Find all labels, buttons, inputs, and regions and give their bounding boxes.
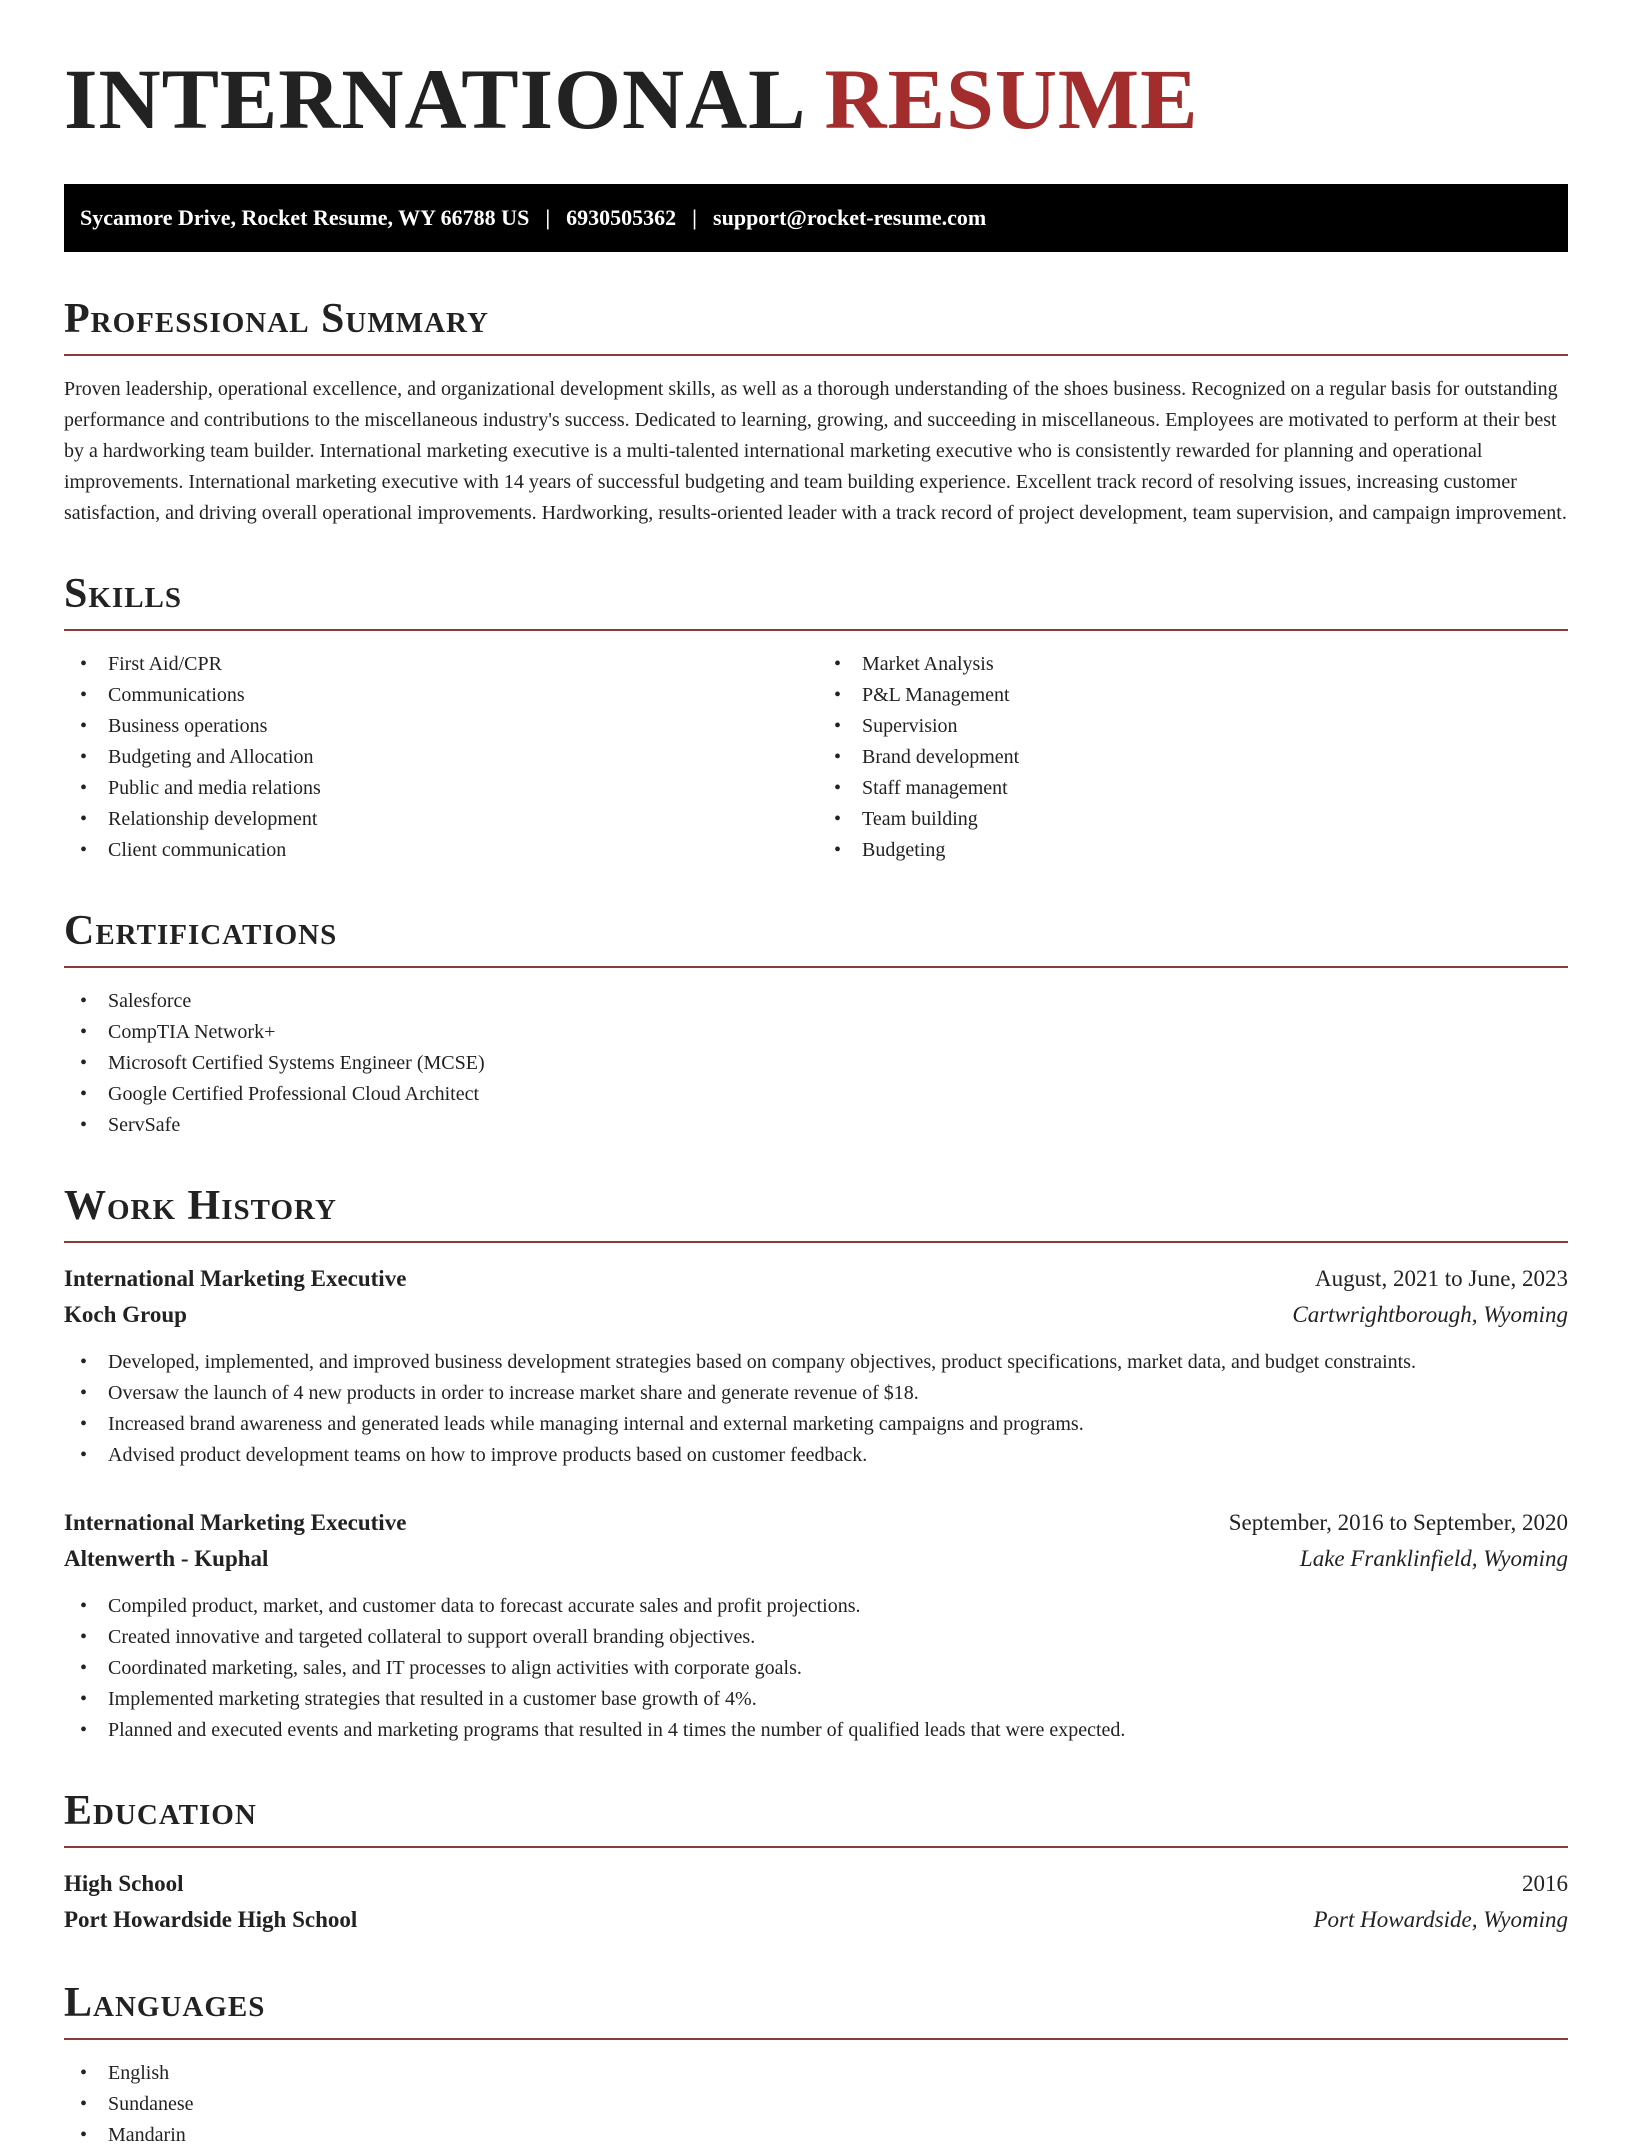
certifications-list: [64, 986, 1568, 1141]
skill-item: • Team building: [818, 804, 1568, 835]
education-year: 2016: [1522, 1871, 1568, 1896]
skill-item: • Client communication: [64, 835, 814, 866]
job-company-row: [64, 1297, 1568, 1333]
job-title: International Marketing Executive: [64, 1266, 407, 1291]
skill-item: • Public and media relations: [64, 773, 814, 804]
summary-text: Proven leadership, operational excellence, and organizational development skills, as well as a thorough understanding of the shoes business. Recognized on a regular basis for outstanding performance and contributions to the miscellaneous industry's success. Dedicated to learning, growing, and succeeding in miscellaneous. Employees are motivated to perform at their best by a hardworking team builder. International marketing executive is a multi-talented international marketing executive who is consistently rewarded for planning and operational improvements. International marketing executive with 14 years of successful budgeting and team building experience. Excellent track record of resolving issues, increasing customer satisfaction, and driving overall operational improvements. Hardworking, results-oriented leader with a track record of project development, team supervision, and campaign improvement.: [64, 378, 1567, 524]
job-company: Koch Group: [64, 1302, 187, 1327]
title-part-1: INTERNATIONAL: [64, 51, 807, 147]
job-header-row: [64, 1505, 1568, 1541]
job-title: International Marketing Executive: [64, 1510, 407, 1535]
language-item: • Sundanese: [64, 2089, 1568, 2120]
job-bullet: • Implemented marketing strategies that resulted in a customer base growth of 4%.: [64, 1684, 1568, 1715]
certification-item: • CompTIA Network+: [64, 1017, 1568, 1048]
job-company-row: [64, 1541, 1568, 1577]
skill-item: • Supervision: [818, 711, 1568, 742]
skills-grid: [64, 631, 1568, 866]
job-location: Cartwrightborough, Wyoming: [1292, 1302, 1568, 1327]
skill-item: • Relationship development: [64, 804, 814, 835]
job-bullets: [64, 1591, 1568, 1746]
education-section: [64, 1790, 1568, 1938]
education-heading: Education: [64, 1790, 1568, 1848]
title-part-2: RESUME: [824, 51, 1199, 147]
contact-bar: [64, 184, 1568, 252]
languages-list: [64, 2058, 1568, 2151]
job-bullet: • Created innovative and targeted collateral to support overall branding objectives.: [64, 1622, 1568, 1653]
skill-item: • Business operations: [64, 711, 814, 742]
job-entry: [64, 1505, 1568, 1746]
resume-title: [64, 51, 1568, 148]
certifications-heading: Certifications: [64, 910, 1568, 968]
languages-section: [64, 1982, 1568, 2151]
skill-item: • Market Analysis: [818, 649, 1568, 680]
education-location: Port Howardside, Wyoming: [1313, 1907, 1568, 1932]
certification-item: • Salesforce: [64, 986, 1568, 1017]
job-bullet: • Compiled product, market, and customer data to forecast accurate sales and profit projections.: [64, 1591, 1568, 1622]
education-entry: [64, 1866, 1568, 1938]
skill-item: • P&L Management: [818, 680, 1568, 711]
summary-heading: Professional Summary: [64, 298, 1568, 356]
job-dates: August, 2021 to June, 2023: [1315, 1266, 1568, 1291]
job-entry: [64, 1261, 1568, 1471]
skill-item: • Budgeting: [818, 835, 1568, 866]
contact-email: support@rocket-resume.com: [713, 205, 987, 230]
languages-heading: Languages: [64, 1982, 1568, 2040]
education-school-row: [64, 1902, 1568, 1938]
skill-item: • Budgeting and Allocation: [64, 742, 814, 773]
job-header-row: [64, 1261, 1568, 1297]
job-bullet: • Planned and executed events and marketing programs that resulted in 4 times the number of qualified leads that were expected.: [64, 1715, 1568, 1746]
job-bullet: • Oversaw the launch of 4 new products in order to increase market share and generate revenue of $18.: [64, 1378, 1568, 1409]
certification-item: • Google Certified Professional Cloud Architect: [64, 1079, 1568, 1110]
job-bullet: • Coordinated marketing, sales, and IT processes to align activities with corporate goals.: [64, 1653, 1568, 1684]
language-item: • Mandarin: [64, 2120, 1568, 2151]
skill-item: • Brand development: [818, 742, 1568, 773]
skills-heading: Skills: [64, 573, 1568, 631]
contact-address: Sycamore Drive, Rocket Resume, WY 66788 US: [80, 205, 530, 230]
job-bullet: • Advised product development teams on how to improve products based on customer feedback.: [64, 1440, 1568, 1471]
job-bullet: • Increased brand awareness and generated leads while managing internal and external marketing campaigns and programs.: [64, 1409, 1568, 1440]
skills-list-left: [64, 649, 814, 866]
contact-separator: |: [545, 205, 551, 230]
skill-item: • Staff management: [818, 773, 1568, 804]
job-company: Altenwerth - Kuphal: [64, 1546, 269, 1571]
education-degree-row: [64, 1866, 1568, 1902]
certification-item: • Microsoft Certified Systems Engineer (MCSE): [64, 1048, 1568, 1079]
contact-separator: |: [692, 205, 698, 230]
skill-item: • First Aid/CPR: [64, 649, 814, 680]
certification-item: • ServSafe: [64, 1110, 1568, 1141]
work-history-heading: Work History: [64, 1185, 1568, 1243]
job-location: Lake Franklinfield, Wyoming: [1299, 1546, 1568, 1571]
job-dates: September, 2016 to September, 2020: [1228, 1510, 1568, 1535]
summary-section: [64, 298, 1568, 529]
job-bullet: • Developed, implemented, and improved business development strategies based on company objectives, product specifications, market data, and budget constraints.: [64, 1347, 1568, 1378]
work-history-section: [64, 1185, 1568, 1746]
skills-list-right: [814, 649, 1568, 866]
certifications-section: [64, 910, 1568, 1141]
skill-item: • Communications: [64, 680, 814, 711]
education-school: Port Howardside High School: [64, 1907, 358, 1932]
contact-phone: 6930505362: [566, 205, 677, 230]
education-degree: High School: [64, 1871, 184, 1896]
language-item: • English: [64, 2058, 1568, 2089]
job-bullets: [64, 1347, 1568, 1471]
skills-section: [64, 573, 1568, 866]
